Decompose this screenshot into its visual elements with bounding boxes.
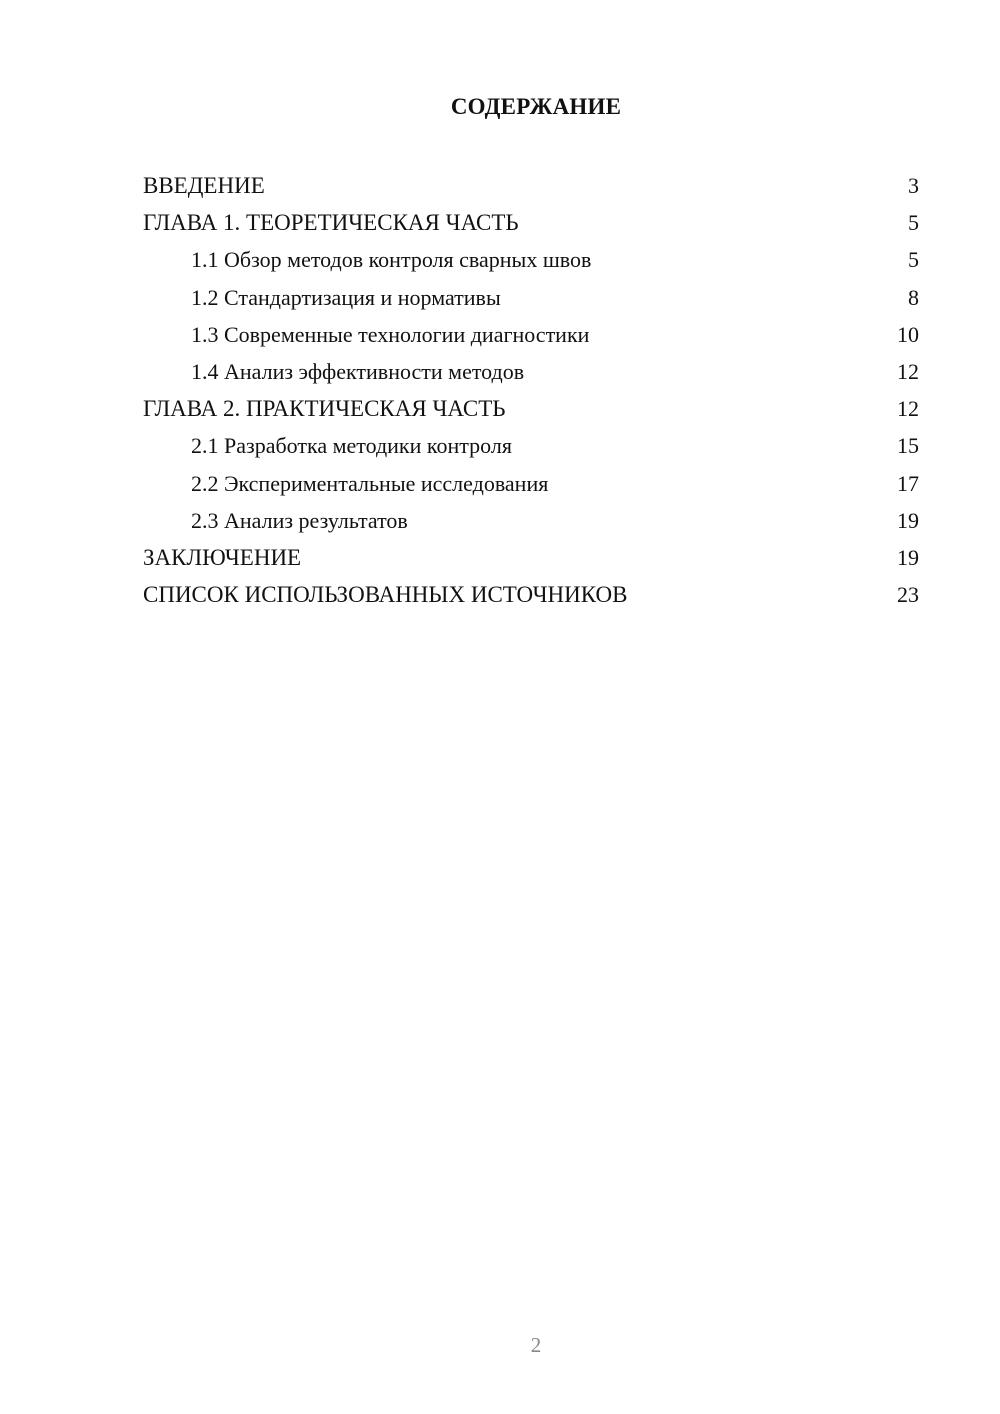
toc-entry-page: 15 xyxy=(897,433,919,459)
toc-entry-page: 12 xyxy=(897,358,919,384)
toc-entry-label: 1.2 Стандартизация и нормативы xyxy=(191,284,501,310)
toc-subentry xyxy=(143,241,919,278)
toc-entry-page: 5 xyxy=(908,247,919,273)
toc-entry-label: ГЛАВА 2. ПРАКТИЧЕСКАЯ ЧАСТЬ xyxy=(143,396,506,422)
toc-entry-page: 19 xyxy=(897,507,919,533)
table-of-contents xyxy=(143,167,919,613)
toc-subentry xyxy=(143,353,919,390)
toc-entry xyxy=(143,167,919,204)
toc-entry-label: 1.1 Обзор методов контроля сварных швов xyxy=(191,247,592,273)
toc-entry xyxy=(143,539,919,576)
toc-entry-page: 17 xyxy=(897,470,919,496)
page-number: 2 xyxy=(530,1333,542,1357)
toc-entry-label: ГЛАВА 1. ТЕОРЕТИЧЕСКАЯ ЧАСТЬ xyxy=(143,210,519,236)
toc-entry-label: ВВЕДЕНИЕ xyxy=(143,173,265,198)
page-title: СОДЕРЖАНИЕ xyxy=(450,94,622,119)
toc-entry-label: СПИСОК ИСПОЛЬЗОВАННЫХ ИСТОЧНИКОВ xyxy=(143,582,628,608)
toc-subentry xyxy=(143,502,919,539)
toc-entry-page: 5 xyxy=(908,210,919,236)
toc-entry xyxy=(143,576,919,613)
toc-entry-label: 1.4 Анализ эффективности методов xyxy=(191,358,525,384)
toc-entry-label: 2.2 Экспериментальные исследования xyxy=(191,470,549,496)
toc-entry-label: 2.1 Разработка методики контроля xyxy=(191,433,512,459)
toc-entry-page: 12 xyxy=(897,396,919,422)
toc-entry-label: 1.3 Современные технологии диагностики xyxy=(191,321,590,347)
toc-subentry xyxy=(143,465,919,502)
toc-entry-page: 19 xyxy=(897,544,919,570)
toc-subentry xyxy=(143,316,919,353)
toc-entry-label: 2.3 Анализ результатов xyxy=(191,507,408,533)
toc-entry-page: 10 xyxy=(897,321,919,347)
toc-entry-page: 8 xyxy=(908,284,919,310)
toc-entry-label: ЗАКЛЮЧЕНИЕ xyxy=(143,544,302,570)
toc-entry-page: 23 xyxy=(897,582,919,608)
toc-entry xyxy=(143,204,919,241)
toc-subentry xyxy=(143,279,919,316)
toc-subentry xyxy=(143,427,919,464)
toc-entry-page: 3 xyxy=(908,173,919,198)
toc-entry xyxy=(143,390,919,427)
